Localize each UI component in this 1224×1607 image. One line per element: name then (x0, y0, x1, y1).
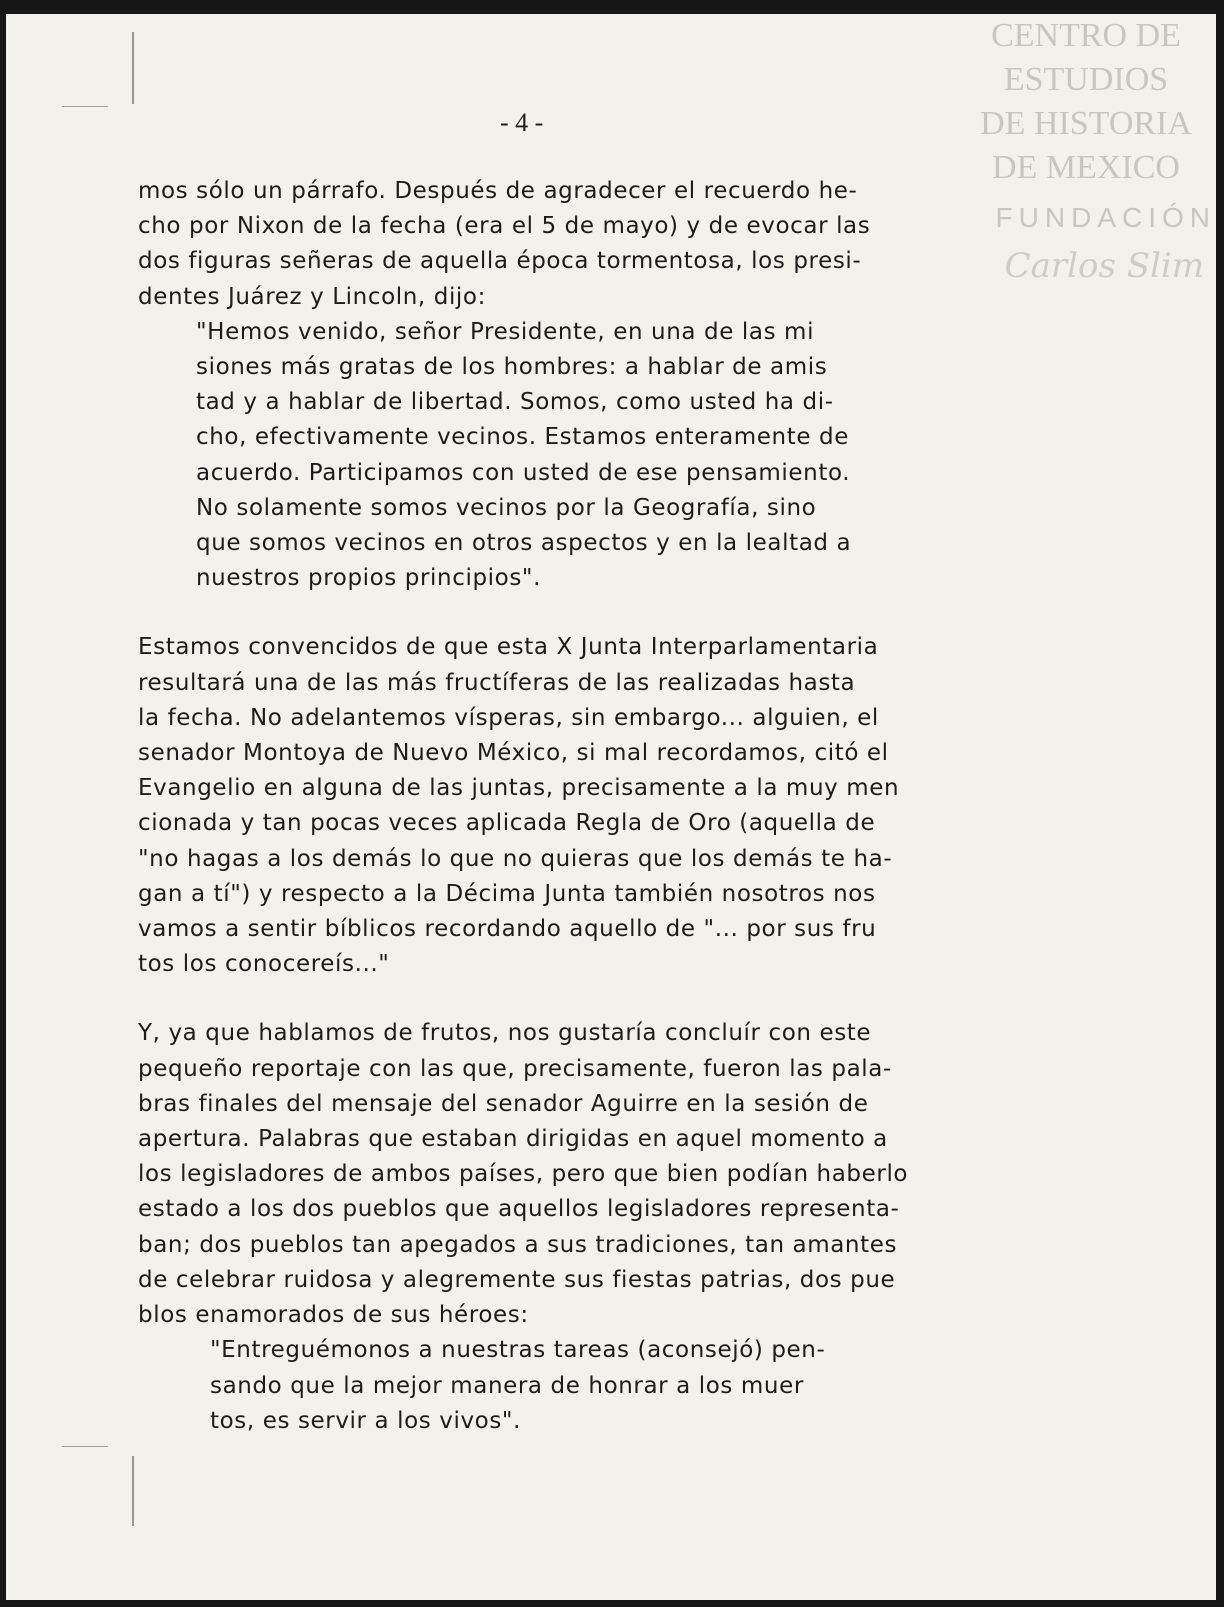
binding-margin-line (132, 32, 134, 104)
quote-line: que somos vecinos en otros aspectos y en la lealtad a (196, 530, 852, 557)
watermark-signature: Carlos Slim (1004, 246, 1204, 286)
paragraph (138, 630, 1098, 982)
text-line: Evangelio en alguna de las juntas, precisamente a la muy men (138, 775, 900, 802)
text-line: mos sólo un párrafo. Después de agradecer el recuerdo he- (138, 178, 858, 204)
page-number: - 4 - (500, 108, 544, 137)
text-line: Estamos convencidos de que esta X Junta Interparlamentaria (138, 634, 879, 661)
text-line: pequeño reportaje con las que, precisamente, fueron las pala- (138, 1055, 892, 1082)
paragraph (138, 174, 1098, 315)
text-line: cionada y tan pocas veces aplicada Regla de Oro (aquella de (138, 810, 876, 837)
text-line: ban; dos pueblos tan apegados a sus tradiciones, tan amantes (138, 1231, 898, 1258)
text-line: cho por Nixon de la fecha (era el 5 de mayo) y de evocar las (138, 213, 871, 240)
block-quote (138, 1333, 1098, 1439)
quote-line: sando que la mejor manera de honrar a los muer (210, 1372, 804, 1399)
quote-line: "Hemos venido, señor Presidente, en una de las mi (196, 318, 815, 345)
text-line: blos enamorados de sus héroes: (138, 1302, 529, 1329)
paragraph-gap (138, 982, 1098, 1016)
quote-line: acuerdo. Participamos con usted de ese pensamiento. (196, 459, 851, 486)
text-line: estado a los dos pueblos que aquellos legisladores representa- (138, 1196, 900, 1223)
text-line: gan a tí") y respecto a la Décima Junta también nosotros nos (138, 880, 876, 907)
quote-line: "Entreguémonos a nuestras tareas (aconsejó) pen- (210, 1337, 826, 1364)
text-line: senador Montoya de Nuevo México, si mal recordamos, citó el (138, 740, 889, 767)
quote-line: No solamente somos vecinos por la Geografía, sino (196, 494, 817, 521)
watermark-foundation: FUNDACIÓN (995, 202, 1216, 233)
quote-line: siones más gratas de los hombres: a hablar de amis (196, 354, 828, 381)
text-line: dentes Juárez y Lincoln, dijo: (138, 283, 486, 310)
text-line: los legisladores de ambos países, pero que bien podían haberlo (138, 1161, 909, 1188)
watermark-line: DE HISTORIA (980, 105, 1192, 142)
paragraph (138, 1016, 1098, 1333)
text-line: Y, ya que hablamos de frutos, nos gustaría concluír con este (138, 1020, 872, 1047)
text-line: la fecha. No adelantemos vísperas, sin embargo... alguien, el (138, 704, 879, 731)
binding-margin-line (132, 1456, 134, 1526)
watermark-line: ESTUDIOS (1003, 61, 1169, 98)
text-line: apertura. Palabras que estaban dirigidas en aquel momento a (138, 1126, 888, 1153)
text-line: vamos a sentir bíblicos recordando aquello de "... por sus fru (138, 916, 877, 943)
document-page (6, 14, 1216, 1600)
quote-line: cho, efectivamente vecinos. Estamos enteramente de (196, 424, 849, 451)
body-text (138, 174, 1098, 1439)
text-line: de celebrar ruidosa y alegremente sus fiestas patrias, dos pue (138, 1266, 896, 1293)
text-line: resultará una de las más fructíferas de las realizadas hasta (138, 669, 856, 696)
text-line: dos figuras señeras de aquella época tormentosa, los presi- (138, 248, 862, 275)
quote-line: tos, es servir a los vivos". (210, 1407, 522, 1434)
text-line: "no hagas a los demás lo que no quieras que los demás te ha- (138, 845, 893, 872)
margin-tick (62, 106, 108, 107)
quote-line: nuestros propios principios". (196, 565, 541, 592)
text-line: bras finales del mensaje del senador Aguirre en la sesión de (138, 1090, 869, 1117)
text-line: tos los conocereís..." (138, 951, 390, 978)
quote-line: tad y a hablar de libertad. Somos, como usted ha di- (196, 389, 834, 416)
watermark-line: CENTRO DE (991, 17, 1181, 54)
margin-tick (62, 1446, 108, 1447)
paragraph-gap (138, 596, 1098, 630)
block-quote (138, 315, 1098, 597)
watermark-line: DE MEXICO (992, 149, 1180, 186)
